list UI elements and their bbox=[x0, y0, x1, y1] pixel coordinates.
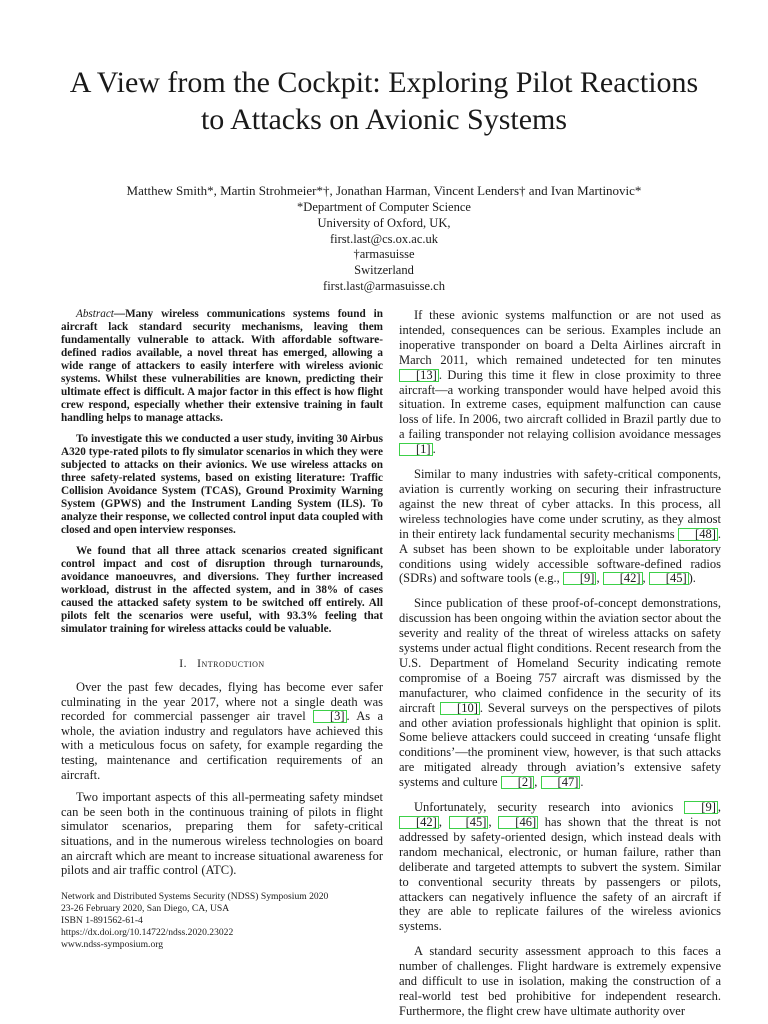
affiliation-line: University of Oxford, UK, bbox=[317, 215, 451, 230]
citation-link[interactable]: [46] bbox=[498, 816, 538, 829]
conference-footer bbox=[61, 891, 391, 951]
affiliation-line: Switzerland bbox=[354, 263, 414, 278]
text-run: , bbox=[488, 815, 499, 829]
body-paragraph bbox=[399, 800, 721, 934]
citation-link[interactable]: [48] bbox=[678, 528, 718, 541]
citation-link[interactable]: [2] bbox=[501, 776, 535, 789]
text-run: Unfortunately, security research into avionics bbox=[414, 800, 685, 815]
author-list: Matthew Smith*, Martin Strohmeier*†, Jonathan Harman, Vincent Lenders† and Ivan Martinovic* bbox=[126, 183, 642, 198]
citation-link[interactable]: [9] bbox=[684, 801, 718, 814]
text-run: has shown that the threat is not addressed by safety-oriented design, which instead deals with random mechanical, electronic, or human failure, rather than deliberate and targeted attempts to subvert the system. Similar to conventional security threats by passengers or pilots, attackers can negatively influence the safety of an aircraft if they are able to replicate failures of the wireless avionics systems. bbox=[399, 815, 721, 934]
body-paragraph bbox=[399, 596, 721, 790]
body-paragraph bbox=[399, 308, 721, 457]
citation-link[interactable]: [13] bbox=[399, 369, 439, 382]
right-column bbox=[399, 308, 721, 1019]
affiliation-line: *Department of Computer Science bbox=[297, 200, 471, 214]
citation-link[interactable]: [3] bbox=[313, 710, 347, 723]
footer-line: ISBN 1-891562-61-4 bbox=[61, 915, 143, 926]
text-run: , bbox=[717, 800, 721, 815]
citation-link[interactable]: [42] bbox=[603, 572, 643, 585]
footer-line: 23-26 February 2020, San Diego, CA, USA bbox=[61, 903, 230, 914]
abstract-label: Abstract bbox=[76, 308, 114, 320]
text-run: , bbox=[596, 571, 603, 586]
abstract-paragraph: To investigate this we conducted a user study, inviting 30 Airbus A320 type-rated pilots to fly simulator scenarios in which they were subjected to attacks on their avionics. We use wireless attacks on three safety-related systems, based on existing literature: Traffic Collision Avoidance System (TCAS), Ground Proximity Warning System (GPWS) and the Instrument Landing System (ILS). To analyze their response, we collected control input data coupled with closed and open interview responses. bbox=[61, 433, 383, 536]
abstract bbox=[61, 308, 383, 636]
paper-title bbox=[40, 64, 728, 138]
citation-link[interactable]: [42] bbox=[399, 816, 439, 829]
footer-doi: https://dx.doi.org/10.14722/ndss.2020.23022 bbox=[61, 927, 234, 938]
text-run: . bbox=[432, 442, 436, 457]
section-heading bbox=[61, 658, 383, 670]
citation-link[interactable]: [45] bbox=[649, 572, 689, 585]
citation-link[interactable]: [9] bbox=[563, 572, 597, 585]
text-run: . A subset has been shown to be exploitable under laboratory conditions using widely accessible software-defined radios (SDRs) and software tools (e.g., bbox=[399, 526, 721, 586]
affiliation-email: first.last@armasuisse.ch bbox=[323, 278, 445, 293]
text-run: If these avionic systems malfunction or are not used as intended, consequences can be serious. Examples include an inoperative transponder on board a Delta Airlines aircraft in March 2011, which remained undetected for ten minutes bbox=[399, 308, 721, 367]
body-paragraph bbox=[399, 467, 721, 586]
footer-url: www.ndss-symposium.org bbox=[61, 939, 164, 950]
citation-link[interactable]: [10] bbox=[440, 702, 480, 715]
text-run: . During this time it flew in close proximity to three aircraft—a working transponder would have helped avoid this situation. In extreme cases, equipment malfunction can cause loss of life. In 2006, two aircraft collided in Brazil partly due to a failing transponder not relaying collision avoidance messages bbox=[399, 367, 721, 442]
abstract-text: —Many wireless communications systems found in aircraft lack standard security mechanisms, leaving them fundamentally vulnerable to attack. With affordable software-defined radios available, a novel threat has emerged, allowing a wide range of attackers to easily interfere with wireless avionic systems. Whilst these vulnerabilities are known, predicting their ultimate effect is difficult. A major factor in this effect is how flight crew respond, especially whether their extensive training in fault handling helps to manage attacks. bbox=[61, 308, 383, 424]
body-paragraph bbox=[61, 680, 383, 782]
text-run: Similar to many industries with safety-critical components, aviation is currently working on securing their infrastructure against the new threat of cyber attacks. In this process, all wireless technologies have come under scrutiny, as they almost in their entirety lack fundamental security mechanisms bbox=[399, 467, 721, 541]
body-paragraph: A standard security assessment approach to this faces a number of challenges. Flight hardware is extremely expensive and difficult to use in isolation, making the construction of a real-world test bed prohibitive for independent research. Furthermore, the flight crew have ultimate authority over bbox=[399, 944, 721, 1018]
footer-line: Network and Distributed Systems Security (NDSS) Symposium 2020 bbox=[61, 891, 329, 902]
title-line-1: A View from the Cockpit: Exploring Pilot Reactions bbox=[69, 66, 699, 99]
left-column bbox=[61, 308, 383, 878]
affiliations bbox=[150, 200, 618, 295]
affiliation-email: first.last@cs.ox.ac.uk bbox=[329, 231, 438, 246]
abstract-paragraph: We found that all three attack scenarios created significant control impact and cost of disruption through turnarounds, avoidance manoeuvres, and diversions. They further increased workload, distrust in the affected system, and in 38% of cases caused the attacked safety system to be switched off entirely. All pilots felt the scenarios were useful, with 93.3% feeling that simulator training for wireless attacks could be valuable. bbox=[61, 545, 383, 635]
text-run: , bbox=[642, 571, 649, 586]
text-run: Over the past few decades, flying has become ever safer culminating in the year 2017, where not a single death was recorded for commercial passenger air travel bbox=[61, 680, 383, 724]
section-title: Introduction bbox=[197, 658, 265, 670]
citation-link[interactable]: [45] bbox=[449, 816, 489, 829]
abstract-paragraph bbox=[61, 308, 383, 425]
text-run: , bbox=[534, 775, 541, 790]
text-run: Since publication of these proof-of-concept demonstrations, discussion has been ongoing within the aviation sector about the severity and reality of the threat of wireless attacks on safety systems under actual flight conditions. Recent research from the U.S. Department of Homeland Security indicating remote compromise of a Boeing 757 aircraft was dismissed by the manufacturer, who claimed confidence in the security of its aircraft bbox=[399, 596, 721, 715]
text-run: . As a whole, the aviation industry and regulators have achieved this with a meticulous focus on safety, for example regarding the testing, maintenance and certification requirements of an aircraft. bbox=[61, 709, 384, 782]
affiliation-line: †armasuisse bbox=[353, 247, 415, 262]
title-line-2: to Attacks on Avionic Systems bbox=[200, 103, 568, 136]
body-paragraph: Two important aspects of this all-permeating safety mindset can be seen both in the continuous training of pilots in flight simulator scenarios, preparing them for safety-critical situations, and in the numerous wireless technologies on board an aircraft which are meant to increase situational awareness for pilots and air traffic control (ATC). bbox=[61, 790, 383, 878]
citation-link[interactable]: [47] bbox=[541, 776, 581, 789]
text-run: . bbox=[580, 775, 584, 790]
text-run: ). bbox=[688, 571, 696, 586]
introduction-body bbox=[61, 680, 383, 878]
text-run: . Several surveys on the perspectives of pilots and other aviation professionals highlight that opinion is split. Some believe attackers could succeed in creating ‘unsafe flight conditions’—the prominent view, however, is that such attacks are mitigated already through aviation’s extensive safety systems and culture bbox=[399, 700, 722, 790]
section-number: I. bbox=[179, 658, 187, 670]
citation-link[interactable]: [1] bbox=[399, 443, 433, 456]
text-run: , bbox=[438, 815, 449, 829]
